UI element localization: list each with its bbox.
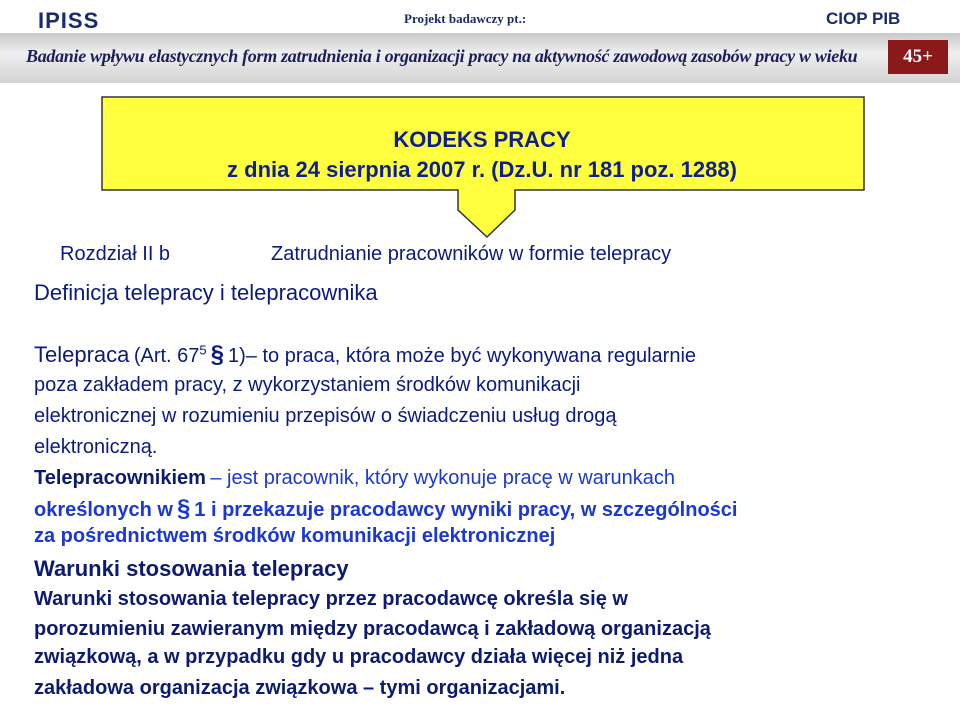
definition-heading: Definicja telepracy i telepracownika (34, 280, 378, 305)
age-badge: 45+ (888, 40, 948, 74)
telepracownik-line-2b: 1 i przekazuje pracodawcy wyniki pracy, w szczególności (194, 499, 738, 521)
chapter-title: Zatrudnianie pracowników w formie telepracy (271, 243, 672, 265)
telepracownik-term: Telepracownikiem (34, 467, 206, 489)
art-open: (Art. 67 (133, 345, 200, 367)
warunki-line-4: zakładowa organizacja związkowa – tymi organizacjami. (34, 677, 566, 699)
chapter-number: Rozdział II b (60, 243, 171, 265)
telepracownik-line-2a: określonych w (34, 499, 173, 521)
telepraca-term: Telepraca (34, 342, 130, 367)
telepraca-line-3: elektronicznej w rozumieniu przepisów o świadczeniu usług drogą (34, 405, 617, 427)
telepraca-line-2: poza zakładem pracy, z wykorzystaniem środków komunikacji (34, 374, 581, 396)
telepraca-line-1 (34, 341, 696, 369)
warunki-line-3: związkową, a w przypadku gdy u pracodawcy działa więcej niż jedna (34, 646, 684, 668)
telepracownik-line-3: za pośrednictwem środków komunikacji elektronicznej (34, 525, 556, 547)
art-reference (133, 342, 207, 367)
banner-title: Badanie wpływu elastycznych form zatrudnienia i organizacji pracy na aktywność zawodową zasobów pracy w wieku (26, 46, 858, 66)
section-sign-2: § (176, 495, 191, 522)
telepracownik-line-2 (34, 495, 737, 523)
art-superscript: 5 (199, 342, 207, 358)
project-label: Projekt badawczy pt.: (404, 11, 527, 26)
ipiss-logo: IPISS (38, 8, 100, 33)
art-point: 1)– to praca, która może być wykonywana regularnie (228, 345, 697, 367)
section-sign: § (210, 341, 225, 368)
callout-title: KODEKS PRACY (393, 127, 571, 152)
callout-arrow (0, 0, 960, 240)
ciop-pib-logo: CIOP PIB (826, 9, 901, 28)
callout-subtitle: z dnia 24 sierpnia 2007 r. (Dz.U. nr 181 poz. 1288) (227, 157, 737, 182)
warunki-line-2: porozumieniu zawieranym między pracodawcą i zakładową organizacją (34, 618, 711, 640)
warunki-heading: Warunki stosowania telepracy (34, 556, 349, 581)
telepraca-line-4: elektroniczną. (34, 436, 158, 458)
telepracownik-line-1 (34, 467, 675, 490)
telepracownik-definition-start: – jest pracownik, który wykonuje pracę w warunkach (210, 467, 676, 489)
warunki-line-1: Warunki stosowania telepracy przez pracodawcę określa się w (34, 588, 628, 610)
